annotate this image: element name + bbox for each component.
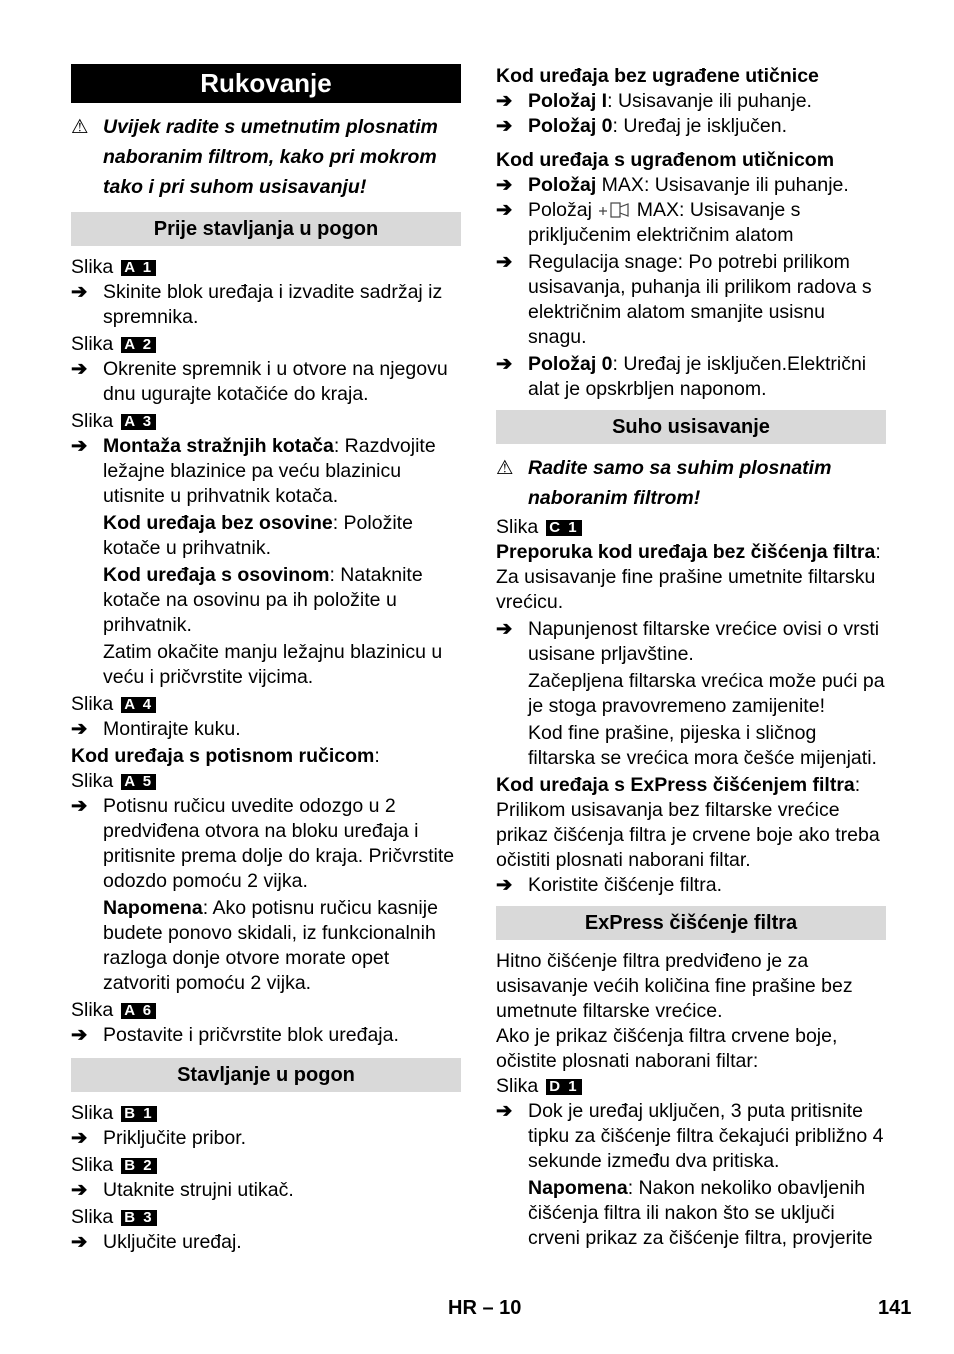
figure-tag: B 3 bbox=[121, 1210, 156, 1226]
figure-tag: A 4 bbox=[121, 697, 156, 713]
warning-note bbox=[71, 112, 461, 202]
step-item: ➔ Uključite uređaj. bbox=[71, 1231, 242, 1253]
step-item: ➔ Montaža stražnjih kotača: Razdvojite ležajne blazinice pa veću blazinicu utisnite u prihvatnik kotača. bbox=[71, 435, 436, 507]
step-item: ➔ Skinite blok uređaja i izvadite sadržaj iz spremnika. bbox=[71, 281, 443, 328]
step-item: ➔ Potisnu ručicu uvedite odozgo u 2 predviđena otvora na bloku uređaja i pritisnite prema dolje do kraja. Pričvrstite odozdo pomoću 2 vijka. bbox=[71, 795, 455, 892]
figure-tag: A 1 bbox=[121, 260, 156, 276]
tool-socket-icon bbox=[597, 200, 631, 220]
figure-ref: Slika A 3 bbox=[71, 409, 461, 434]
warning-note bbox=[496, 453, 886, 513]
warning-text: Uvijek radite s umetnutim plosnatim naboranim filtrom, kako pri mokrom tako i pri suhom usisavanju! bbox=[103, 116, 438, 198]
figure-ref: Slika B 2 bbox=[71, 1153, 461, 1178]
arrow-icon: ➔ bbox=[71, 435, 88, 457]
arrow-icon: ➔ bbox=[496, 90, 513, 112]
figure-tag: A 3 bbox=[121, 414, 156, 430]
subheading-pushbar: Kod uređaja s potisnom ručicom: bbox=[71, 745, 380, 767]
arrow-icon: ➔ bbox=[71, 718, 88, 740]
chapter-title: Rukovanje bbox=[71, 64, 461, 103]
step-detail: Začepljena filtarska vrećica može pući pa je stoga pravovremeno zamijenite! bbox=[528, 670, 885, 717]
figure-tag: D 1 bbox=[546, 1079, 581, 1095]
step-item: ➔ Dok je uređaj uključen, 3 puta pritisnite tipku za čišćenje filtra čekajući približno 4 sekunde između dva pritiska. bbox=[496, 1100, 884, 1172]
section-heading-suho: Suho usisavanje bbox=[496, 410, 886, 444]
step-item: ➔ Priključite pribor. bbox=[71, 1127, 247, 1149]
figure-tag: A 2 bbox=[121, 337, 156, 353]
footer-language-page: HR – 10 bbox=[448, 1297, 522, 1319]
figure-ref: Slika C 1 bbox=[496, 515, 886, 540]
subheading-socket: Kod uređaja s ugrađenom utičnicom bbox=[496, 149, 835, 171]
step-item: ➔ Koristite čišćenje filtra. bbox=[496, 874, 722, 896]
warning-text: Radite samo sa suhim plosnatim naboranim filtrom! bbox=[528, 457, 832, 509]
arrow-icon: ➔ bbox=[496, 174, 513, 196]
arrow-icon: ➔ bbox=[71, 1179, 88, 1201]
step-item: ➔ Regulacija snage: Po potrebi prilikom usisavanja, puhanja ili prilikom radova s električnim alatom smanjite usisnu snagu. bbox=[496, 251, 872, 348]
section-heading-express: ExPress čišćenje filtra bbox=[496, 906, 886, 940]
step-item: ➔ Okrenite spremnik i u otvore na njegovu dnu ugurajte kotačiće do kraja. bbox=[71, 358, 448, 405]
figure-ref: Slika A 6 bbox=[71, 998, 461, 1023]
right-column bbox=[496, 64, 886, 1251]
recommendation: Preporuka kod uređaja bez čišćenja filtra: Za usisavanje fine prašine umetnite filtarsku vrećicu. bbox=[496, 541, 881, 613]
arrow-icon: ➔ bbox=[496, 618, 513, 640]
step-item: ➔ Položaj 0: Uređaj je isključen.Električni alat je opskrbljen naponom. bbox=[496, 353, 867, 400]
figure-ref: Slika A 1 bbox=[71, 255, 461, 280]
arrow-icon: ➔ bbox=[71, 795, 88, 817]
step-item: ➔ Napunjenost filtarske vrećice ovisi o vrsti usisane prljavštine. bbox=[496, 618, 880, 665]
arrow-icon: ➔ bbox=[71, 358, 88, 380]
figure-tag: B 2 bbox=[121, 1158, 156, 1174]
arrow-icon: ➔ bbox=[496, 1100, 513, 1122]
paragraph: Ako je prikaz čišćenja filtra crvene boje, očistite plosnati naborani filtar: bbox=[496, 1025, 838, 1072]
arrow-icon: ➔ bbox=[496, 199, 513, 221]
figure-ref: Slika B 1 bbox=[71, 1101, 461, 1126]
step-detail: Zatim okačite manju ležajnu blazinicu u veću i pričvrstite vijcima. bbox=[103, 641, 443, 688]
figure-ref: Slika A 2 bbox=[71, 332, 461, 357]
left-column bbox=[71, 64, 461, 1255]
subheading-no-socket: Kod uređaja bez ugrađene utičnice bbox=[496, 65, 819, 87]
arrow-icon: ➔ bbox=[496, 251, 513, 273]
step-detail: Kod fine prašine, pijeska i sličnog filtarska se vrećica mora češće mijenjati. bbox=[528, 722, 877, 769]
step-item: ➔ Postavite i pričvrstite blok uređaja. bbox=[71, 1024, 399, 1046]
step-item: ➔ Položaj 0: Uređaj je isključen. bbox=[496, 115, 788, 137]
step-detail: Kod uređaja s osovinom: Nataknite kotače na osovinu pa ih položite u prihvatnik. bbox=[103, 564, 423, 636]
arrow-icon: ➔ bbox=[71, 281, 88, 303]
warning-icon: ⚠ bbox=[496, 457, 514, 479]
express-info: Kod uređaja s ExPress čišćenjem filtra: Prilikom usisavanja bez filtarske vrećice prikaz čišćenja filtra je crvene boje ako treba očistiti plosnati naborani filtar. bbox=[496, 774, 880, 871]
figure-tag: A 6 bbox=[121, 1003, 156, 1019]
arrow-icon: ➔ bbox=[496, 353, 513, 375]
step-note: Napomena: Ako potisnu ručicu kasnije budete ponovo skidali, iz funkcionalnih razloga donje otvore morate opet zatvoriti pomoću 2 vijka. bbox=[103, 897, 438, 994]
section-heading-stavljanje: Stavljanje u pogon bbox=[71, 1058, 461, 1092]
section-heading-prije: Prije stavljanja u pogon bbox=[71, 212, 461, 246]
step-note: Napomena: Nakon nekoliko obavljenih čišćenja filtra ili nakon što se uključi crveni prikaz za čišćenje filtra, provjerite bbox=[528, 1177, 873, 1249]
arrow-icon: ➔ bbox=[71, 1231, 88, 1253]
warning-icon: ⚠ bbox=[71, 116, 89, 138]
arrow-icon: ➔ bbox=[71, 1024, 88, 1046]
arrow-icon: ➔ bbox=[496, 115, 513, 137]
figure-tag: B 1 bbox=[121, 1106, 156, 1122]
step-item: ➔ Položaj MAX: Usisavanje ili puhanje. bbox=[496, 174, 849, 196]
paragraph: Hitno čišćenje filtra predviđeno je za usisavanje većih količina fine prašine bez umetnute filtarske vrećice. bbox=[496, 950, 853, 1022]
step-item: ➔ Utaknite strujni utikač. bbox=[71, 1179, 294, 1201]
step-item: ➔ Položaj I: Usisavanje ili puhanje. bbox=[496, 90, 812, 112]
figure-ref: Slika A 5 bbox=[71, 769, 461, 794]
figure-tag: C 1 bbox=[546, 520, 581, 536]
figure-ref: Slika D 1 bbox=[496, 1074, 886, 1099]
arrow-icon: ➔ bbox=[496, 874, 513, 896]
step-detail: Kod uređaja bez osovine: Položite kotače u prihvatnik. bbox=[103, 512, 413, 559]
figure-ref: Slika B 3 bbox=[71, 1205, 461, 1230]
footer-page-number: 141 bbox=[878, 1297, 912, 1319]
step-item: ➔ Montirajte kuku. bbox=[71, 718, 241, 740]
arrow-icon: ➔ bbox=[71, 1127, 88, 1149]
figure-tag: A 5 bbox=[121, 774, 156, 790]
figure-ref: Slika A 4 bbox=[71, 692, 461, 717]
step-item: ➔ Položaj MAX: Usisavanje s priključenim električnim alatom bbox=[496, 199, 801, 246]
